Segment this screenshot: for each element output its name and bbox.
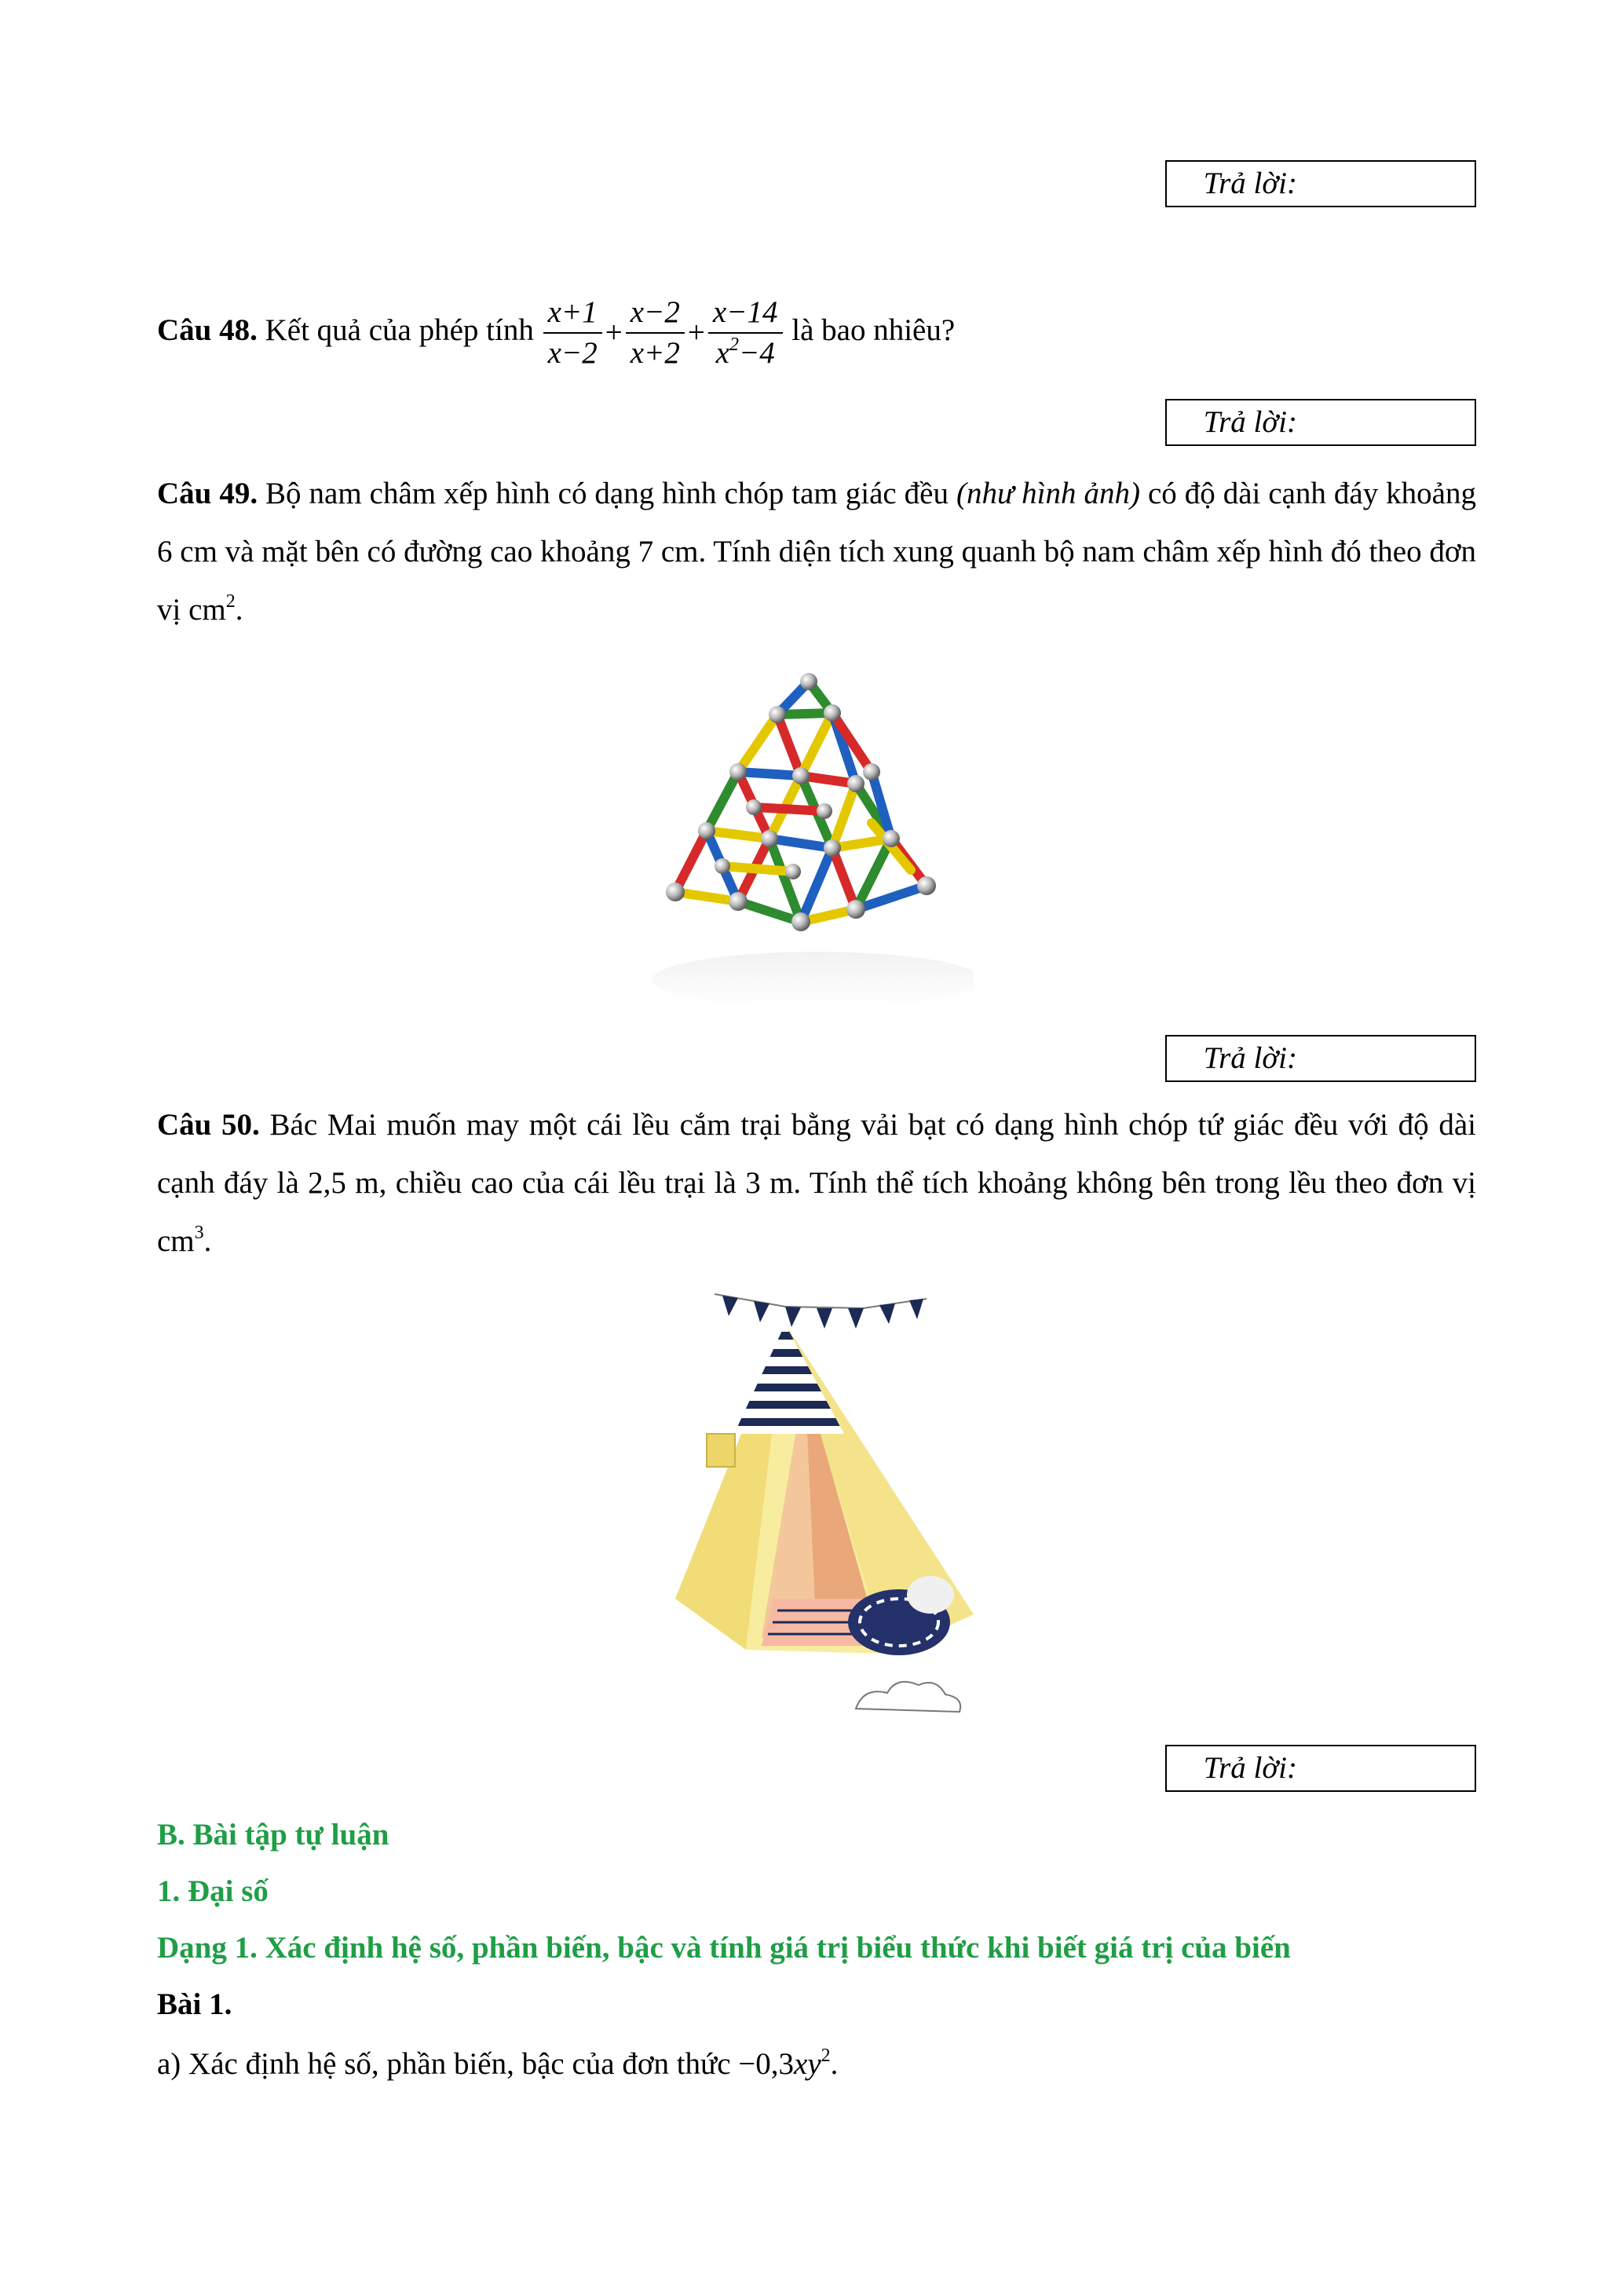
question-49: Câu 49. Bộ nam châm xếp hình có dạng hình chóp tam giác đều (như hình ảnh) có độ dài cạnh đáy khoảng 6 cm và mặt bên có đường cao khoảng 7 cm. Tính diện tích xung quanh bộ nam châm xếp hình đó theo đơn vị $cm^2$. <box>157 477 1476 627</box>
exercise-1a: a) Xác định hệ số, phần biến, bậc của đơn thức $-0,3xy^2$. <box>157 2046 839 2081</box>
question-label: Câu 49. <box>157 477 258 510</box>
fraction-denominator: x−2 <box>547 336 598 371</box>
fraction-denominator: x+2 <box>630 336 680 371</box>
fraction-numerator: x+1 <box>543 293 602 334</box>
question-text: có độ dài cạnh đáy khoảng 6 cm và mặt bên có đường cao khoảng 7 cm. Tính diện tích xung quanh bộ nam châm xếp hình đó theo đơn vị <box>157 477 1476 627</box>
fraction-3 <box>708 293 783 373</box>
question-label: Câu 50. <box>157 1108 260 1142</box>
fraction-1 <box>543 293 602 373</box>
answer-label: Trả lời: <box>1203 1041 1297 1075</box>
section-heading-algebra: 1. Đại số <box>157 1874 269 1908</box>
question-label: Câu 48. <box>157 313 258 347</box>
answer-row-q47 <box>1021 160 1476 207</box>
fraction-2 <box>626 293 685 373</box>
answer-row-q49 <box>1021 1035 1476 1082</box>
fraction-numerator: x−14 <box>708 293 783 334</box>
section-heading-b: B. Bài tập tự luận <box>157 1818 389 1852</box>
plus-sign: + <box>605 316 623 350</box>
answer-box-q50[interactable] <box>1165 1745 1476 1792</box>
fraction-denominator: $x^2-4$ <box>715 335 775 371</box>
answer-box-q49[interactable] <box>1165 1035 1476 1082</box>
monomial: $-0,3xy^2$ <box>738 2046 831 2081</box>
plus-sign: + <box>687 316 705 350</box>
answer-row-q50 <box>1021 1745 1476 1792</box>
question-50: Câu 50. Bác Mai muốn may một cái lều cắm trại bằng vải bạt có dạng hình chóp tứ giác đều với độ dài cạnh đáy là 2,5 m, chiều cao của cái lều trại là 3 m. Tính thể tích khoảng không bên trong lều theo đơn vị $cm^3$. <box>157 1108 1477 1258</box>
question-text: Kết quả của phép tính <box>265 313 534 347</box>
question-text-end: là bao nhiêu? <box>791 313 956 347</box>
unit: $cm^3$ <box>157 1223 204 1258</box>
question-48 <box>157 287 1476 376</box>
answer-label: Trả lời: <box>1203 1751 1297 1785</box>
answer-box-q47[interactable] <box>1165 160 1476 207</box>
magnet-pyramid-image <box>644 666 974 1011</box>
exercise-label-bai-1: Bài 1. <box>157 1987 232 2021</box>
unit: $cm^2$ <box>188 591 236 627</box>
answer-label: Trả lời: <box>1203 405 1297 439</box>
exercise-text: a) Xác định hệ số, phần biến, bậc của đơn thức <box>157 2047 731 2081</box>
answer-label: Trả lời: <box>1203 166 1297 200</box>
form-heading-dang-1: Dạng 1. Xác định hệ số, phần biến, bậc và tính giá trị biểu thức khi biết giá trị của biến <box>157 1931 1291 1965</box>
question-text: Bộ nam châm xếp hình có dạng hình chóp tam giác đều <box>265 477 949 510</box>
question-text-italic: (như hình ảnh) <box>956 477 1140 510</box>
question-text: Bác Mai muốn may một cái lều cắm trại bằng vải bạt có dạng hình chóp tứ giác đều với độ dài cạnh đáy là 2,5 m, chiều cao của cái lều trại là 3 m. Tính thể tích khoảng không bên trong lều theo đơn vị <box>157 1108 1477 1200</box>
answer-row-q48 <box>1021 399 1476 446</box>
fraction-numerator: x−2 <box>626 293 685 334</box>
tent-image <box>628 1285 1021 1724</box>
answer-box-q48[interactable] <box>1165 399 1476 446</box>
